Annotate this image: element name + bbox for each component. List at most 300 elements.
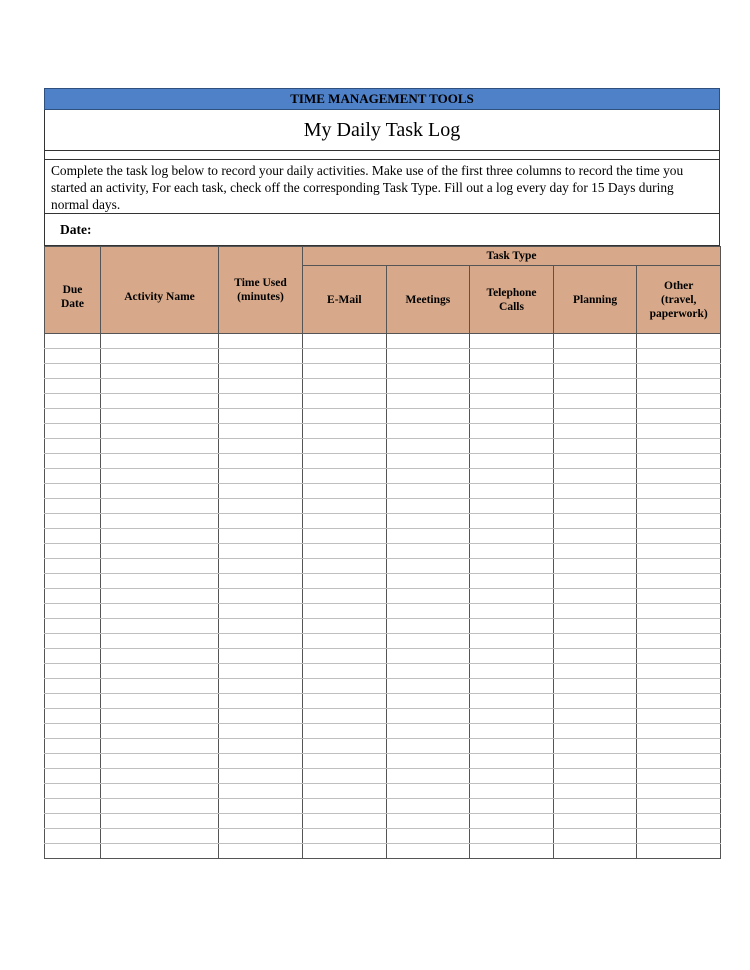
cell-due-date[interactable] [45, 724, 101, 739]
cell-telephone-calls[interactable] [470, 634, 554, 649]
cell-other[interactable] [637, 529, 721, 544]
cell-other[interactable] [637, 844, 721, 859]
cell-meetings[interactable] [386, 724, 470, 739]
cell-activity-name[interactable] [101, 829, 219, 844]
cell-time-used[interactable] [219, 469, 303, 484]
cell-other[interactable] [637, 589, 721, 604]
cell-meetings[interactable] [386, 364, 470, 379]
cell-planning[interactable] [553, 694, 637, 709]
cell-planning[interactable] [553, 484, 637, 499]
cell-planning[interactable] [553, 514, 637, 529]
cell-time-used[interactable] [219, 424, 303, 439]
cell-meetings[interactable] [386, 454, 470, 469]
cell-other[interactable] [637, 514, 721, 529]
cell-activity-name[interactable] [101, 754, 219, 769]
cell-email[interactable] [303, 829, 387, 844]
cell-due-date[interactable] [45, 349, 101, 364]
cell-telephone-calls[interactable] [470, 754, 554, 769]
cell-other[interactable] [637, 544, 721, 559]
cell-email[interactable] [303, 604, 387, 619]
cell-telephone-calls[interactable] [470, 559, 554, 574]
cell-due-date[interactable] [45, 784, 101, 799]
cell-telephone-calls[interactable] [470, 379, 554, 394]
cell-other[interactable] [637, 364, 721, 379]
cell-planning[interactable] [553, 604, 637, 619]
cell-other[interactable] [637, 724, 721, 739]
cell-activity-name[interactable] [101, 694, 219, 709]
cell-meetings[interactable] [386, 604, 470, 619]
cell-email[interactable] [303, 409, 387, 424]
cell-meetings[interactable] [386, 514, 470, 529]
cell-time-used[interactable] [219, 394, 303, 409]
cell-planning[interactable] [553, 724, 637, 739]
cell-meetings[interactable] [386, 844, 470, 859]
cell-time-used[interactable] [219, 514, 303, 529]
header-planning: Planning [553, 266, 637, 334]
cell-activity-name[interactable] [101, 394, 219, 409]
cell-telephone-calls[interactable] [470, 349, 554, 364]
section-banner: TIME MANAGEMENT TOOLS [44, 88, 720, 110]
cell-due-date[interactable] [45, 739, 101, 754]
cell-telephone-calls[interactable] [470, 604, 554, 619]
cell-email[interactable] [303, 334, 387, 349]
cell-planning[interactable] [553, 679, 637, 694]
cell-other[interactable] [637, 739, 721, 754]
cell-planning[interactable] [553, 439, 637, 454]
cell-due-date[interactable] [45, 394, 101, 409]
table-row [45, 379, 721, 394]
cell-time-used[interactable] [219, 634, 303, 649]
cell-email[interactable] [303, 679, 387, 694]
cell-other[interactable] [637, 574, 721, 589]
cell-due-date[interactable] [45, 694, 101, 709]
cell-planning[interactable] [553, 529, 637, 544]
cell-meetings[interactable] [386, 439, 470, 454]
cell-meetings[interactable] [386, 424, 470, 439]
cell-due-date[interactable] [45, 529, 101, 544]
cell-planning[interactable] [553, 454, 637, 469]
cell-activity-name[interactable] [101, 379, 219, 394]
cell-meetings[interactable] [386, 649, 470, 664]
cell-planning[interactable] [553, 469, 637, 484]
cell-other[interactable] [637, 814, 721, 829]
cell-other[interactable] [637, 499, 721, 514]
cell-meetings[interactable] [386, 484, 470, 499]
cell-email[interactable] [303, 469, 387, 484]
cell-planning[interactable] [553, 379, 637, 394]
cell-meetings[interactable] [386, 469, 470, 484]
cell-activity-name[interactable] [101, 664, 219, 679]
cell-time-used[interactable] [219, 694, 303, 709]
cell-due-date[interactable] [45, 754, 101, 769]
cell-email[interactable] [303, 784, 387, 799]
cell-activity-name[interactable] [101, 514, 219, 529]
cell-telephone-calls[interactable] [470, 739, 554, 754]
cell-meetings[interactable] [386, 379, 470, 394]
cell-other[interactable] [637, 619, 721, 634]
table-row [45, 649, 721, 664]
cell-meetings[interactable] [386, 409, 470, 424]
cell-activity-name[interactable] [101, 619, 219, 634]
cell-due-date[interactable] [45, 709, 101, 724]
cell-email[interactable] [303, 589, 387, 604]
cell-email[interactable] [303, 754, 387, 769]
cell-planning[interactable] [553, 334, 637, 349]
cell-other[interactable] [637, 559, 721, 574]
cell-time-used[interactable] [219, 379, 303, 394]
cell-telephone-calls[interactable] [470, 574, 554, 589]
cell-meetings[interactable] [386, 784, 470, 799]
cell-due-date[interactable] [45, 574, 101, 589]
cell-other[interactable] [637, 604, 721, 619]
cell-email[interactable] [303, 664, 387, 679]
cell-time-used[interactable] [219, 454, 303, 469]
cell-email[interactable] [303, 724, 387, 739]
cell-other[interactable] [637, 394, 721, 409]
cell-due-date[interactable] [45, 334, 101, 349]
cell-due-date[interactable] [45, 769, 101, 784]
cell-due-date[interactable] [45, 604, 101, 619]
cell-planning[interactable] [553, 784, 637, 799]
cell-telephone-calls[interactable] [470, 769, 554, 784]
cell-time-used[interactable] [219, 829, 303, 844]
cell-other[interactable] [637, 649, 721, 664]
cell-time-used[interactable] [219, 844, 303, 859]
cell-planning[interactable] [553, 634, 637, 649]
cell-meetings[interactable] [386, 769, 470, 784]
table-row [45, 529, 721, 544]
cell-planning[interactable] [553, 709, 637, 724]
cell-meetings[interactable] [386, 349, 470, 364]
cell-time-used[interactable] [219, 769, 303, 784]
cell-time-used[interactable] [219, 439, 303, 454]
cell-meetings[interactable] [386, 334, 470, 349]
cell-activity-name[interactable] [101, 409, 219, 424]
cell-due-date[interactable] [45, 379, 101, 394]
cell-telephone-calls[interactable] [470, 334, 554, 349]
cell-other[interactable] [637, 634, 721, 649]
cell-email[interactable] [303, 514, 387, 529]
table-row [45, 499, 721, 514]
cell-email[interactable] [303, 559, 387, 574]
cell-planning[interactable] [553, 844, 637, 859]
cell-other[interactable] [637, 484, 721, 499]
cell-due-date[interactable] [45, 589, 101, 604]
cell-due-date[interactable] [45, 559, 101, 574]
cell-activity-name[interactable] [101, 604, 219, 619]
cell-email[interactable] [303, 379, 387, 394]
cell-time-used[interactable] [219, 799, 303, 814]
table-row [45, 544, 721, 559]
cell-telephone-calls[interactable] [470, 784, 554, 799]
cell-planning[interactable] [553, 619, 637, 634]
cell-time-used[interactable] [219, 349, 303, 364]
cell-telephone-calls[interactable] [470, 619, 554, 634]
cell-activity-name[interactable] [101, 349, 219, 364]
cell-activity-name[interactable] [101, 484, 219, 499]
table-row [45, 754, 721, 769]
cell-other[interactable] [637, 769, 721, 784]
cell-other[interactable] [637, 454, 721, 469]
cell-planning[interactable] [553, 349, 637, 364]
cell-telephone-calls[interactable] [470, 499, 554, 514]
date-field[interactable] [44, 214, 720, 246]
cell-due-date[interactable] [45, 499, 101, 514]
cell-planning[interactable] [553, 394, 637, 409]
cell-telephone-calls[interactable] [470, 439, 554, 454]
cell-time-used[interactable] [219, 409, 303, 424]
cell-planning[interactable] [553, 544, 637, 559]
cell-time-used[interactable] [219, 529, 303, 544]
cell-email[interactable] [303, 364, 387, 379]
cell-planning[interactable] [553, 649, 637, 664]
cell-due-date[interactable] [45, 424, 101, 439]
cell-meetings[interactable] [386, 709, 470, 724]
cell-activity-name[interactable] [101, 589, 219, 604]
cell-activity-name[interactable] [101, 424, 219, 439]
cell-email[interactable] [303, 349, 387, 364]
cell-due-date[interactable] [45, 409, 101, 424]
table-row [45, 799, 721, 814]
cell-email[interactable] [303, 844, 387, 859]
cell-planning[interactable] [553, 499, 637, 514]
cell-telephone-calls[interactable] [470, 829, 554, 844]
cell-telephone-calls[interactable] [470, 814, 554, 829]
cell-planning[interactable] [553, 424, 637, 439]
cell-due-date[interactable] [45, 844, 101, 859]
cell-meetings[interactable] [386, 634, 470, 649]
header-telephone-line2: Calls [499, 300, 524, 313]
cell-time-used[interactable] [219, 364, 303, 379]
cell-other[interactable] [637, 679, 721, 694]
cell-email[interactable] [303, 424, 387, 439]
header-due-date-line2: Date [61, 298, 84, 310]
cell-meetings[interactable] [386, 694, 470, 709]
cell-time-used[interactable] [219, 754, 303, 769]
cell-telephone-calls[interactable] [470, 589, 554, 604]
table-row [45, 829, 721, 844]
cell-meetings[interactable] [386, 499, 470, 514]
cell-email[interactable] [303, 769, 387, 784]
cell-activity-name[interactable] [101, 334, 219, 349]
cell-email[interactable] [303, 529, 387, 544]
cell-planning[interactable] [553, 829, 637, 844]
cell-time-used[interactable] [219, 724, 303, 739]
cell-telephone-calls[interactable] [470, 679, 554, 694]
cell-email[interactable] [303, 454, 387, 469]
cell-other[interactable] [637, 439, 721, 454]
cell-due-date[interactable] [45, 544, 101, 559]
cell-other[interactable] [637, 334, 721, 349]
cell-email[interactable] [303, 709, 387, 724]
cell-meetings[interactable] [386, 574, 470, 589]
table-row [45, 574, 721, 589]
cell-email[interactable] [303, 619, 387, 634]
cell-due-date[interactable] [45, 829, 101, 844]
cell-telephone-calls[interactable] [470, 484, 554, 499]
cell-planning[interactable] [553, 589, 637, 604]
cell-meetings[interactable] [386, 589, 470, 604]
cell-telephone-calls[interactable] [470, 364, 554, 379]
cell-activity-name[interactable] [101, 559, 219, 574]
cell-due-date[interactable] [45, 664, 101, 679]
cell-email[interactable] [303, 574, 387, 589]
cell-time-used[interactable] [219, 559, 303, 574]
cell-activity-name[interactable] [101, 784, 219, 799]
cell-meetings[interactable] [386, 754, 470, 769]
cell-telephone-calls[interactable] [470, 469, 554, 484]
cell-other[interactable] [637, 709, 721, 724]
cell-meetings[interactable] [386, 559, 470, 574]
cell-activity-name[interactable] [101, 499, 219, 514]
cell-activity-name[interactable] [101, 724, 219, 739]
cell-planning[interactable] [553, 559, 637, 574]
cell-time-used[interactable] [219, 664, 303, 679]
cell-activity-name[interactable] [101, 529, 219, 544]
cell-planning[interactable] [553, 754, 637, 769]
cell-time-used[interactable] [219, 574, 303, 589]
cell-activity-name[interactable] [101, 709, 219, 724]
cell-telephone-calls[interactable] [470, 709, 554, 724]
cell-telephone-calls[interactable] [470, 394, 554, 409]
cell-meetings[interactable] [386, 679, 470, 694]
cell-planning[interactable] [553, 814, 637, 829]
cell-time-used[interactable] [219, 499, 303, 514]
cell-telephone-calls[interactable] [470, 724, 554, 739]
cell-telephone-calls[interactable] [470, 409, 554, 424]
cell-meetings[interactable] [386, 829, 470, 844]
cell-activity-name[interactable] [101, 679, 219, 694]
table-row [45, 484, 721, 499]
cell-email[interactable] [303, 799, 387, 814]
cell-meetings[interactable] [386, 529, 470, 544]
cell-due-date[interactable] [45, 364, 101, 379]
cell-other[interactable] [637, 784, 721, 799]
cell-telephone-calls[interactable] [470, 664, 554, 679]
cell-due-date[interactable] [45, 439, 101, 454]
cell-meetings[interactable] [386, 544, 470, 559]
cell-planning[interactable] [553, 364, 637, 379]
cell-telephone-calls[interactable] [470, 544, 554, 559]
cell-planning[interactable] [553, 799, 637, 814]
cell-telephone-calls[interactable] [470, 649, 554, 664]
cell-other[interactable] [637, 829, 721, 844]
cell-other[interactable] [637, 469, 721, 484]
cell-due-date[interactable] [45, 454, 101, 469]
cell-time-used[interactable] [219, 739, 303, 754]
cell-activity-name[interactable] [101, 364, 219, 379]
cell-due-date[interactable] [45, 679, 101, 694]
cell-time-used[interactable] [219, 604, 303, 619]
cell-meetings[interactable] [386, 664, 470, 679]
cell-activity-name[interactable] [101, 649, 219, 664]
cell-email[interactable] [303, 544, 387, 559]
cell-activity-name[interactable] [101, 634, 219, 649]
cell-activity-name[interactable] [101, 439, 219, 454]
cell-meetings[interactable] [386, 739, 470, 754]
cell-telephone-calls[interactable] [470, 424, 554, 439]
cell-activity-name[interactable] [101, 574, 219, 589]
cell-email[interactable] [303, 694, 387, 709]
cell-other[interactable] [637, 664, 721, 679]
table-row [45, 439, 721, 454]
cell-email[interactable] [303, 439, 387, 454]
header-other-line2: (travel, [660, 293, 697, 306]
cell-planning[interactable] [553, 664, 637, 679]
cell-due-date[interactable] [45, 484, 101, 499]
cell-due-date[interactable] [45, 649, 101, 664]
cell-other[interactable] [637, 349, 721, 364]
cell-time-used[interactable] [219, 814, 303, 829]
cell-activity-name[interactable] [101, 769, 219, 784]
cell-due-date[interactable] [45, 814, 101, 829]
cell-time-used[interactable] [219, 784, 303, 799]
cell-planning[interactable] [553, 769, 637, 784]
cell-email[interactable] [303, 739, 387, 754]
cell-due-date[interactable] [45, 799, 101, 814]
cell-telephone-calls[interactable] [470, 799, 554, 814]
header-telephone-calls [470, 266, 554, 334]
cell-planning[interactable] [553, 574, 637, 589]
cell-telephone-calls[interactable] [470, 844, 554, 859]
cell-other[interactable] [637, 799, 721, 814]
cell-activity-name[interactable] [101, 814, 219, 829]
cell-planning[interactable] [553, 739, 637, 754]
table-row [45, 469, 721, 484]
cell-email[interactable] [303, 634, 387, 649]
cell-meetings[interactable] [386, 619, 470, 634]
cell-time-used[interactable] [219, 544, 303, 559]
cell-other[interactable] [637, 694, 721, 709]
cell-meetings[interactable] [386, 394, 470, 409]
cell-meetings[interactable] [386, 814, 470, 829]
cell-telephone-calls[interactable] [470, 454, 554, 469]
cell-email[interactable] [303, 394, 387, 409]
cell-time-used[interactable] [219, 649, 303, 664]
cell-telephone-calls[interactable] [470, 514, 554, 529]
cell-activity-name[interactable] [101, 469, 219, 484]
cell-due-date[interactable] [45, 514, 101, 529]
cell-email[interactable] [303, 649, 387, 664]
cell-activity-name[interactable] [101, 739, 219, 754]
cell-time-used[interactable] [219, 709, 303, 724]
cell-other[interactable] [637, 424, 721, 439]
cell-other[interactable] [637, 379, 721, 394]
cell-email[interactable] [303, 484, 387, 499]
cell-time-used[interactable] [219, 484, 303, 499]
cell-activity-name[interactable] [101, 799, 219, 814]
cell-time-used[interactable] [219, 619, 303, 634]
cell-due-date[interactable] [45, 469, 101, 484]
cell-planning[interactable] [553, 409, 637, 424]
cell-email[interactable] [303, 499, 387, 514]
cell-time-used[interactable] [219, 589, 303, 604]
cell-other[interactable] [637, 754, 721, 769]
cell-due-date[interactable] [45, 619, 101, 634]
cell-email[interactable] [303, 814, 387, 829]
cell-activity-name[interactable] [101, 844, 219, 859]
cell-telephone-calls[interactable] [470, 694, 554, 709]
cell-other[interactable] [637, 409, 721, 424]
cell-activity-name[interactable] [101, 544, 219, 559]
cell-activity-name[interactable] [101, 454, 219, 469]
table-row [45, 709, 721, 724]
cell-due-date[interactable] [45, 634, 101, 649]
cell-time-used[interactable] [219, 679, 303, 694]
cell-telephone-calls[interactable] [470, 529, 554, 544]
cell-meetings[interactable] [386, 799, 470, 814]
cell-time-used[interactable] [219, 334, 303, 349]
